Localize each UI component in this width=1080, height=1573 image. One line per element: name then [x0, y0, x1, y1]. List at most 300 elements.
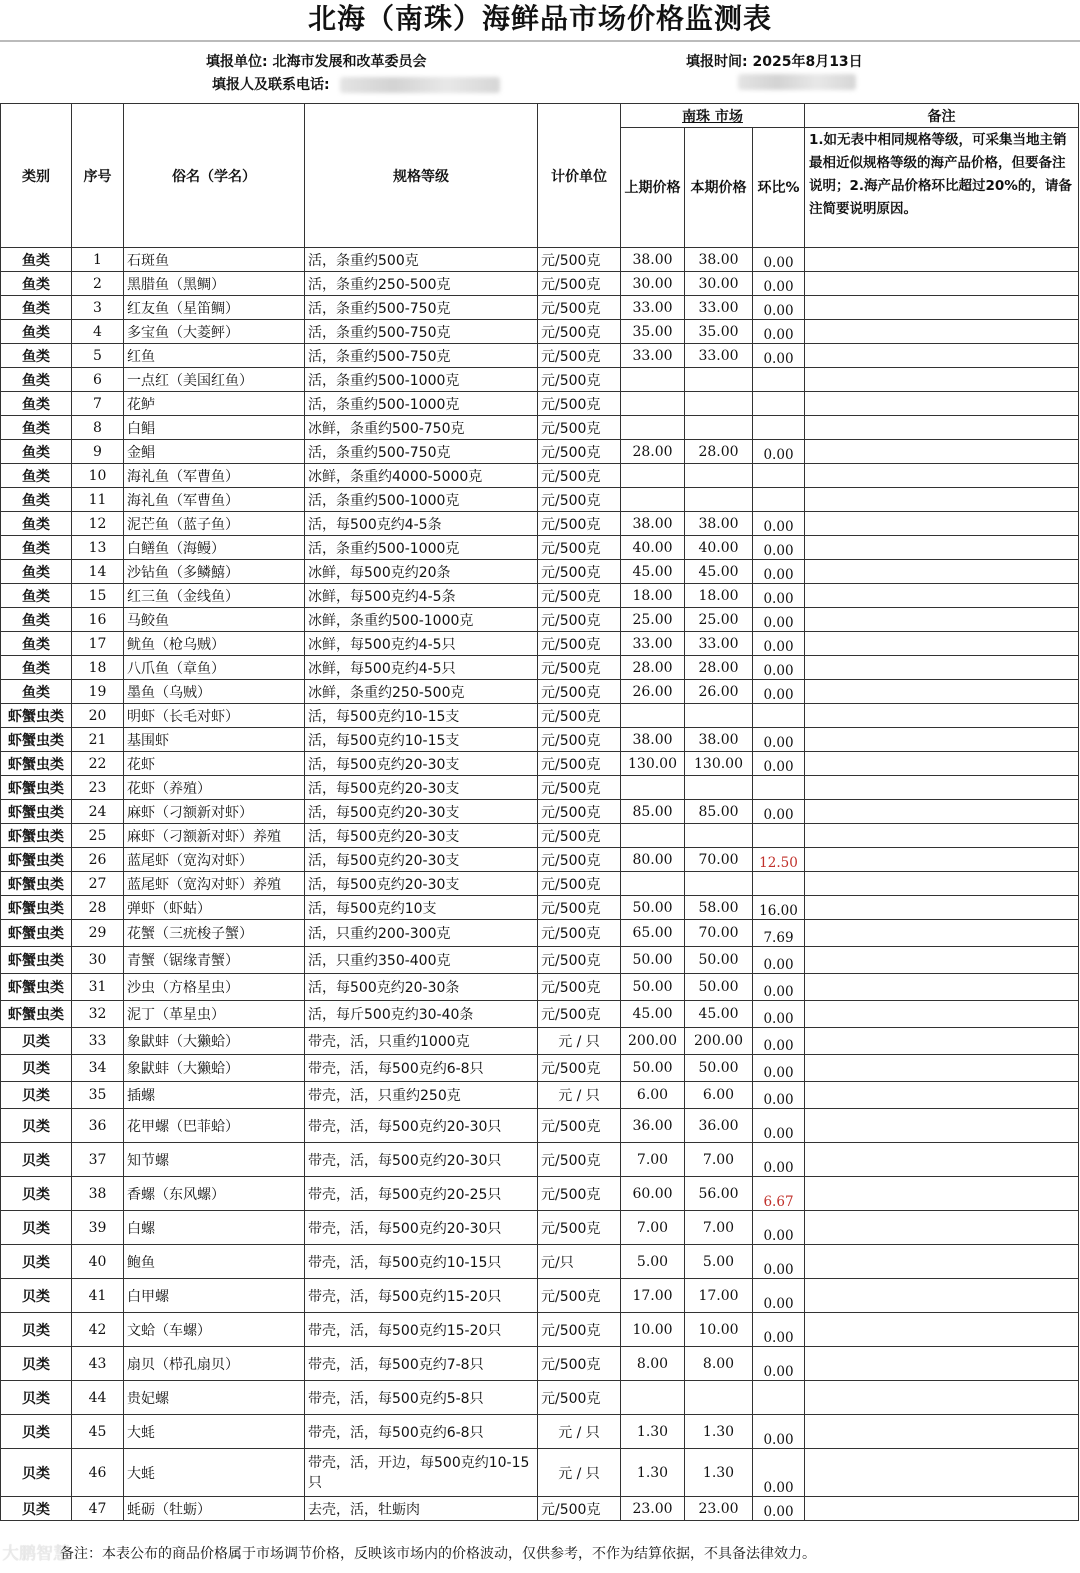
unit-cell: 元/500克	[538, 296, 621, 320]
table-row	[1, 536, 1079, 560]
spec-cell: 带壳，活，每500克约20-30只	[305, 1143, 538, 1177]
previous-price-cell: 1.30	[621, 1449, 685, 1497]
header-spec: 规格等级	[305, 104, 538, 248]
unit-cell: 元/500克	[538, 728, 621, 752]
spec-cell: 活，每斤500克约30-40条	[305, 1001, 538, 1028]
unit-cell: 元/500克	[538, 608, 621, 632]
current-price-cell: 50.00	[685, 1055, 753, 1082]
category-cell: 虾蟹虫类	[1, 704, 72, 728]
product-name-cell: 鱿鱼（枪乌贼）	[124, 632, 305, 656]
category-cell: 鱼类	[1, 272, 72, 296]
previous-price-cell: 28.00	[621, 440, 685, 464]
table-row	[1, 416, 1079, 440]
current-price-cell: 18.00	[685, 584, 753, 608]
spec-cell: 带壳，活，只重约1000克	[305, 1028, 538, 1055]
header-no: 序号	[72, 104, 124, 248]
product-name-cell: 金鲳	[124, 440, 305, 464]
market-name: 南珠 市场	[682, 108, 743, 125]
header-name: 俗名（学名）	[124, 104, 305, 248]
watermark: 大鹏智慧	[2, 1544, 70, 1564]
table-row	[1, 440, 1079, 464]
change-pct-cell	[753, 392, 805, 416]
change-pct-cell: 0.00	[753, 1347, 805, 1381]
change-pct-cell: 6.67	[753, 1177, 805, 1211]
table-row	[1, 584, 1079, 608]
remark-cell	[805, 296, 1079, 320]
product-name-cell: 红鱼	[124, 344, 305, 368]
spec-cell: 活，条重约500-750克	[305, 440, 538, 464]
reporting-unit-label: 填报单位:	[206, 54, 268, 70]
spec-cell: 活，条重约500-1000克	[305, 368, 538, 392]
previous-price-cell: 50.00	[621, 896, 685, 920]
product-name-cell: 插螺	[124, 1082, 305, 1109]
row-number-cell: 35	[72, 1082, 124, 1109]
category-cell: 鱼类	[1, 536, 72, 560]
current-price-cell: 10.00	[685, 1313, 753, 1347]
row-number-cell: 15	[72, 584, 124, 608]
category-cell: 鱼类	[1, 488, 72, 512]
change-pct-cell	[753, 776, 805, 800]
table-row	[1, 1177, 1079, 1211]
category-cell: 虾蟹虫类	[1, 920, 72, 947]
category-cell: 虾蟹虫类	[1, 728, 72, 752]
remark-cell	[805, 1055, 1079, 1082]
product-name-cell: 海礼鱼（军曹鱼）	[124, 488, 305, 512]
unit-cell: 元 / 只	[538, 1082, 621, 1109]
previous-price-cell: 200.00	[621, 1028, 685, 1055]
current-price-cell	[685, 1381, 753, 1415]
change-pct-cell: 0.00	[753, 1001, 805, 1028]
product-name-cell: 麻虾（刁额新对虾）	[124, 800, 305, 824]
previous-price-cell: 7.00	[621, 1211, 685, 1245]
current-price-cell	[685, 872, 753, 896]
product-name-cell: 白鳝鱼（海鳗）	[124, 536, 305, 560]
current-price-cell: 45.00	[685, 1001, 753, 1028]
category-cell: 鱼类	[1, 296, 72, 320]
change-pct-cell	[753, 824, 805, 848]
category-cell: 贝类	[1, 1109, 72, 1143]
row-number-cell: 41	[72, 1279, 124, 1313]
row-number-cell: 18	[72, 656, 124, 680]
unit-cell: 元/500克	[538, 824, 621, 848]
unit-cell: 元/500克	[538, 1143, 621, 1177]
product-name-cell: 泥丁（革星虫）	[124, 1001, 305, 1028]
row-number-cell: 16	[72, 608, 124, 632]
table-row	[1, 1143, 1079, 1177]
spec-cell: 活，每500克约20-30支	[305, 776, 538, 800]
row-number-cell: 23	[72, 776, 124, 800]
category-cell: 虾蟹虫类	[1, 848, 72, 872]
remark-cell	[805, 1381, 1079, 1415]
change-pct-cell: 0.00	[753, 1211, 805, 1245]
current-price-cell	[685, 776, 753, 800]
row-number-cell: 1	[72, 248, 124, 272]
change-pct-cell: 0.00	[753, 440, 805, 464]
row-number-cell: 22	[72, 752, 124, 776]
change-pct-cell: 7.69	[753, 920, 805, 947]
unit-cell: 元/500克	[538, 632, 621, 656]
unit-cell: 元/500克	[538, 896, 621, 920]
previous-price-cell: 130.00	[621, 752, 685, 776]
category-cell: 贝类	[1, 1415, 72, 1449]
row-number-cell: 27	[72, 872, 124, 896]
remark-cell	[805, 1347, 1079, 1381]
unit-cell: 元/500克	[538, 800, 621, 824]
remark-cell	[805, 368, 1079, 392]
spec-cell: 活，条重约500-750克	[305, 320, 538, 344]
table-row	[1, 344, 1079, 368]
change-pct-cell: 0.00	[753, 632, 805, 656]
table-row	[1, 752, 1079, 776]
category-cell: 虾蟹虫类	[1, 896, 72, 920]
remark-cell	[805, 584, 1079, 608]
table-row	[1, 872, 1079, 896]
category-cell: 虾蟹虫类	[1, 800, 72, 824]
unit-cell: 元/500克	[538, 1109, 621, 1143]
unit-cell: 元/500克	[538, 974, 621, 1001]
change-pct-cell: 0.00	[753, 272, 805, 296]
change-pct-cell: 0.00	[753, 344, 805, 368]
previous-price-cell: 5.00	[621, 1245, 685, 1279]
current-price-cell: 33.00	[685, 632, 753, 656]
current-price-cell	[685, 488, 753, 512]
spec-cell: 活，条重约500-1000克	[305, 488, 538, 512]
change-pct-cell	[753, 1381, 805, 1415]
spec-cell: 活，每500克约10-15支	[305, 704, 538, 728]
change-pct-cell: 0.00	[753, 947, 805, 974]
unit-cell: 元/500克	[538, 536, 621, 560]
previous-price-cell: 35.00	[621, 320, 685, 344]
table-row	[1, 1279, 1079, 1313]
unit-cell: 元/500克	[538, 560, 621, 584]
table-row	[1, 1347, 1079, 1381]
spec-cell: 冰鲜，条重约250-500克	[305, 680, 538, 704]
product-name-cell: 花虾	[124, 752, 305, 776]
spec-cell: 冰鲜，条重约500-1000克	[305, 608, 538, 632]
change-pct-cell	[753, 416, 805, 440]
spec-cell: 活，每500克约20-30支	[305, 848, 538, 872]
product-name-cell: 蚝砺（牡蛎）	[124, 1497, 305, 1521]
spec-cell: 带壳，活，每500克约15-20只	[305, 1313, 538, 1347]
change-pct-cell: 0.00	[753, 1313, 805, 1347]
spec-cell: 活，条重约500-1000克	[305, 536, 538, 560]
unit-cell: 元/500克	[538, 776, 621, 800]
category-cell: 鱼类	[1, 584, 72, 608]
table-row	[1, 368, 1079, 392]
row-number-cell: 8	[72, 416, 124, 440]
remark-cell	[805, 1001, 1079, 1028]
product-name-cell: 墨鱼（乌贼）	[124, 680, 305, 704]
unit-cell: 元/500克	[538, 656, 621, 680]
product-name-cell: 白鲳	[124, 416, 305, 440]
row-number-cell: 32	[72, 1001, 124, 1028]
table-row	[1, 947, 1079, 974]
unit-cell: 元/500克	[538, 680, 621, 704]
current-price-cell: 17.00	[685, 1279, 753, 1313]
current-price-cell	[685, 824, 753, 848]
reporting-time-label: 填报时间:	[686, 54, 748, 70]
spec-cell: 活，每500克约20-30支	[305, 872, 538, 896]
remark-cell	[805, 1245, 1079, 1279]
remark-cell	[805, 440, 1079, 464]
table-row	[1, 392, 1079, 416]
current-price-cell: 40.00	[685, 536, 753, 560]
table-row	[1, 320, 1079, 344]
change-pct-cell: 0.00	[753, 1415, 805, 1449]
remark-cell	[805, 560, 1079, 584]
previous-price-cell: 33.00	[621, 296, 685, 320]
spec-cell: 冰鲜，每500克约4-5只	[305, 656, 538, 680]
unit-cell: 元 / 只	[538, 1028, 621, 1055]
remark-cell	[805, 704, 1079, 728]
unit-cell: 元/500克	[538, 1001, 621, 1028]
spec-cell: 活，每500克约20-30条	[305, 974, 538, 1001]
category-cell: 鱼类	[1, 608, 72, 632]
product-name-cell: 蓝尾虾（宽沟对虾）	[124, 848, 305, 872]
remark-cell	[805, 872, 1079, 896]
row-number-cell: 42	[72, 1313, 124, 1347]
table-row	[1, 248, 1079, 272]
remark-cell	[805, 1279, 1079, 1313]
page-title: 北海（南珠）海鲜品市场价格监测表	[307, 2, 772, 35]
table-row	[1, 1497, 1079, 1521]
category-cell: 贝类	[1, 1211, 72, 1245]
change-pct-cell	[753, 872, 805, 896]
remark-cell	[805, 896, 1079, 920]
current-price-cell: 7.00	[685, 1211, 753, 1245]
change-pct-cell: 0.00	[753, 752, 805, 776]
product-name-cell: 沙钻鱼（多鳞鱚）	[124, 560, 305, 584]
previous-price-cell	[621, 824, 685, 848]
unit-cell: 元/500克	[538, 1347, 621, 1381]
previous-price-cell: 17.00	[621, 1279, 685, 1313]
change-pct-cell: 12.50	[753, 848, 805, 872]
remark-cell	[805, 512, 1079, 536]
unit-cell: 元/500克	[538, 488, 621, 512]
table-row	[1, 728, 1079, 752]
category-cell: 贝类	[1, 1082, 72, 1109]
row-number-cell: 36	[72, 1109, 124, 1143]
unit-cell: 元/500克	[538, 584, 621, 608]
remark-cell	[805, 608, 1079, 632]
table-row	[1, 1313, 1079, 1347]
current-price-cell: 50.00	[685, 947, 753, 974]
category-cell: 贝类	[1, 1177, 72, 1211]
current-price-cell: 28.00	[685, 656, 753, 680]
unit-cell: 元/500克	[538, 344, 621, 368]
product-name-cell: 蓝尾虾（宽沟对虾）养殖	[124, 872, 305, 896]
current-price-cell: 50.00	[685, 974, 753, 1001]
unit-cell: 元/500克	[538, 704, 621, 728]
product-name-cell: 花鲈	[124, 392, 305, 416]
previous-price-cell: 80.00	[621, 848, 685, 872]
category-cell: 鱼类	[1, 632, 72, 656]
header-note: 备注	[805, 104, 1079, 128]
remark-cell	[805, 947, 1079, 974]
spec-cell: 活，每500克约10-15支	[305, 728, 538, 752]
previous-price-cell: 30.00	[621, 272, 685, 296]
reporting-time-value: 2025年8月13日	[752, 54, 863, 70]
unit-cell: 元/500克	[538, 392, 621, 416]
previous-price-cell: 50.00	[621, 947, 685, 974]
product-name-cell: 花虾（养殖）	[124, 776, 305, 800]
product-name-cell: 大蚝	[124, 1449, 305, 1497]
product-name-cell: 石斑鱼	[124, 248, 305, 272]
current-price-cell: 1.30	[685, 1415, 753, 1449]
category-cell: 鱼类	[1, 320, 72, 344]
redacted-contact	[340, 77, 500, 93]
header-prev: 上期价格	[621, 128, 685, 248]
category-cell: 贝类	[1, 1279, 72, 1313]
unit-cell: 元/500克	[538, 1497, 621, 1521]
table-row	[1, 488, 1079, 512]
category-cell: 贝类	[1, 1497, 72, 1521]
spec-cell: 带壳，活，每500克约10-15只	[305, 1245, 538, 1279]
current-price-cell: 130.00	[685, 752, 753, 776]
row-number-cell: 17	[72, 632, 124, 656]
table-row	[1, 704, 1079, 728]
header-category: 类别	[1, 104, 72, 248]
product-name-cell: 明虾（长毛对虾）	[124, 704, 305, 728]
spec-cell: 活，每500克约20-30支	[305, 800, 538, 824]
product-name-cell: 大蚝	[124, 1415, 305, 1449]
remark-cell	[805, 680, 1079, 704]
table-row	[1, 800, 1079, 824]
category-cell: 虾蟹虫类	[1, 752, 72, 776]
previous-price-cell: 38.00	[621, 512, 685, 536]
previous-price-cell: 23.00	[621, 1497, 685, 1521]
current-price-cell: 35.00	[685, 320, 753, 344]
category-cell: 鱼类	[1, 512, 72, 536]
change-pct-cell: 0.00	[753, 1279, 805, 1313]
unit-cell: 元/500克	[538, 1055, 621, 1082]
previous-price-cell	[621, 1381, 685, 1415]
change-pct-cell	[753, 704, 805, 728]
current-price-cell	[685, 416, 753, 440]
category-cell: 虾蟹虫类	[1, 824, 72, 848]
unit-cell: 元/500克	[538, 416, 621, 440]
remark-cell	[805, 416, 1079, 440]
remark-cell	[805, 248, 1079, 272]
category-cell: 鱼类	[1, 464, 72, 488]
current-price-cell: 85.00	[685, 800, 753, 824]
row-number-cell: 12	[72, 512, 124, 536]
row-number-cell: 46	[72, 1449, 124, 1497]
change-pct-cell: 0.00	[753, 656, 805, 680]
current-price-cell: 38.00	[685, 728, 753, 752]
change-pct-cell: 0.00	[753, 680, 805, 704]
spec-cell: 带壳，活，每500克约15-20只	[305, 1279, 538, 1313]
spec-cell: 去壳，活，牡蛎肉	[305, 1497, 538, 1521]
current-price-cell: 38.00	[685, 512, 753, 536]
change-pct-cell: 0.00	[753, 296, 805, 320]
product-name-cell: 弹虾（虾蛄）	[124, 896, 305, 920]
change-pct-cell: 0.00	[753, 536, 805, 560]
category-cell: 鱼类	[1, 248, 72, 272]
spec-cell: 带壳，活，每500克约20-25只	[305, 1177, 538, 1211]
spec-cell: 活，只重约200-300克	[305, 920, 538, 947]
category-cell: 贝类	[1, 1347, 72, 1381]
previous-price-cell	[621, 776, 685, 800]
unit-cell: 元/500克	[538, 752, 621, 776]
reporter-contact-label: 填报人及联系电话:	[212, 77, 330, 93]
change-pct-cell: 0.00	[753, 320, 805, 344]
category-cell: 鱼类	[1, 680, 72, 704]
change-pct-cell: 0.00	[753, 1143, 805, 1177]
remark-cell	[805, 800, 1079, 824]
spec-cell: 冰鲜，每500克约20条	[305, 560, 538, 584]
category-cell: 贝类	[1, 1381, 72, 1415]
table-body	[1, 248, 1079, 1521]
spec-cell: 活，每500克约10支	[305, 896, 538, 920]
category-cell: 贝类	[1, 1245, 72, 1279]
table-row	[1, 512, 1079, 536]
current-price-cell: 70.00	[685, 848, 753, 872]
current-price-cell: 70.00	[685, 920, 753, 947]
product-name-cell: 青蟹（锯缘青蟹）	[124, 947, 305, 974]
remark-cell	[805, 728, 1079, 752]
previous-price-cell: 6.00	[621, 1082, 685, 1109]
product-name-cell: 花蟹（三疣梭子蟹）	[124, 920, 305, 947]
previous-price-cell: 18.00	[621, 584, 685, 608]
category-cell: 鱼类	[1, 440, 72, 464]
previous-price-cell: 8.00	[621, 1347, 685, 1381]
current-price-cell: 1.30	[685, 1449, 753, 1497]
previous-price-cell: 38.00	[621, 728, 685, 752]
change-pct-cell: 0.00	[753, 800, 805, 824]
table-row	[1, 824, 1079, 848]
table-row	[1, 1211, 1079, 1245]
current-price-cell: 33.00	[685, 344, 753, 368]
row-number-cell: 26	[72, 848, 124, 872]
row-number-cell: 39	[72, 1211, 124, 1245]
reporting-unit-value: 北海市发展和改革委员会	[272, 54, 427, 70]
spec-cell: 活，条重约500-750克	[305, 296, 538, 320]
category-cell: 虾蟹虫类	[1, 872, 72, 896]
table-row	[1, 608, 1079, 632]
category-cell: 虾蟹虫类	[1, 974, 72, 1001]
remark-cell	[805, 1211, 1079, 1245]
remark-cell	[805, 536, 1079, 560]
change-pct-cell: 0.00	[753, 974, 805, 1001]
spec-cell: 带壳，活，每500克约20-30只	[305, 1211, 538, 1245]
previous-price-cell: 33.00	[621, 632, 685, 656]
row-number-cell: 47	[72, 1497, 124, 1521]
product-name-cell: 海礼鱼（军曹鱼）	[124, 464, 305, 488]
remark-cell	[805, 848, 1079, 872]
unit-cell: 元/500克	[538, 920, 621, 947]
product-name-cell: 多宝鱼（大菱鲆）	[124, 320, 305, 344]
previous-price-cell: 85.00	[621, 800, 685, 824]
previous-price-cell: 50.00	[621, 974, 685, 1001]
remark-cell	[805, 1028, 1079, 1055]
remark-cell	[805, 1449, 1079, 1497]
remark-cell	[805, 920, 1079, 947]
previous-price-cell	[621, 392, 685, 416]
category-cell: 虾蟹虫类	[1, 776, 72, 800]
change-pct-cell: 0.00	[753, 584, 805, 608]
title-divider	[0, 40, 1080, 42]
row-number-cell: 14	[72, 560, 124, 584]
change-pct-cell: 0.00	[753, 1497, 805, 1521]
remark-cell	[805, 488, 1079, 512]
spec-cell: 带壳，活，开边，每500克约10-15只	[305, 1449, 538, 1497]
previous-price-cell	[621, 368, 685, 392]
row-number-cell: 37	[72, 1143, 124, 1177]
current-price-cell: 36.00	[685, 1109, 753, 1143]
header-pct: 环比%	[753, 128, 805, 248]
remark-cell	[805, 1313, 1079, 1347]
